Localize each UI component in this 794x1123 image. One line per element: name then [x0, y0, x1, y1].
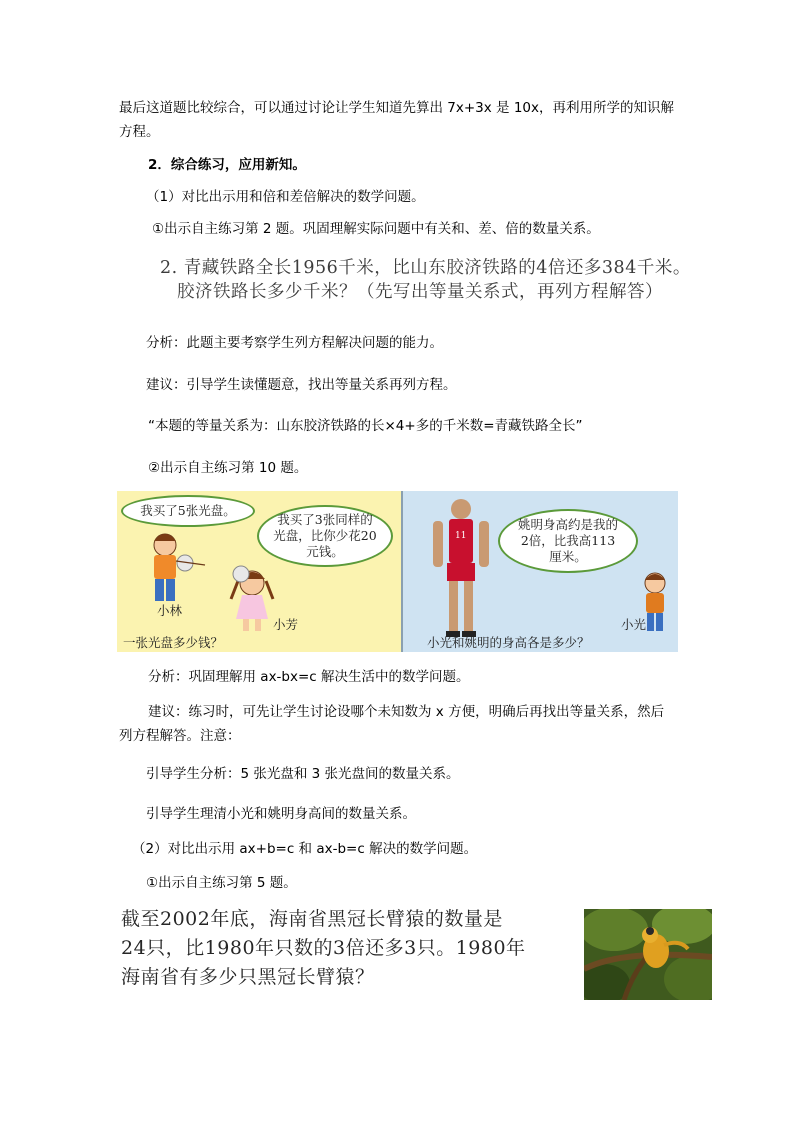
question-caption: 小光和姚明的身高各是多少？: [427, 635, 590, 650]
exercise-label: ②出示自主练习第 10 题。: [148, 460, 308, 476]
subsection-heading: （1）对比出示用和倍和差倍解决的数学问题。: [146, 189, 425, 205]
jersey-number: 11: [455, 531, 467, 541]
exercise-label: ①出示自主练习第 5 题。: [146, 875, 297, 891]
quote-text: “本题的等量关系为：山东胶济铁路的长×4+多的千米数=青藏铁路全长”: [148, 418, 583, 434]
character-name: 小芳: [273, 617, 299, 632]
guidance-text: 引导学生理清小光和姚明身高间的数量关系。: [146, 806, 416, 822]
analysis-text: 分析：此题主要考察学生列方程解决问题的能力。: [146, 335, 443, 351]
paragraph-line: 最后这道题比较综合，可以通过讨论让学生知道先算出 7x+3x 是 10x，再利用所学的知识解: [119, 100, 675, 116]
problem5-line1: 截至2002年底，海南省黑冠长臂猿的数量是: [121, 908, 503, 930]
section-heading: 2．综合练习，应用新知。: [148, 157, 306, 173]
illustration-left-panel: [117, 491, 401, 652]
children-illustration: [117, 491, 401, 652]
problem5-line3: 海南省有多少只黑冠长臂猿？: [121, 966, 375, 988]
analysis-text: 分析：巩固理解用 ax-bx=c 解决生活中的数学问题。: [148, 669, 470, 685]
suggestion-text: 建议：练习时，可先让学生讨论设哪个未知数为 x 方便，明确后再找出等量关系，然后: [148, 704, 665, 720]
gibbon-photo: [584, 909, 712, 1000]
problem2-line2: 胶济铁路长多少千米？（先写出等量关系式，再列方程解答）: [177, 282, 663, 302]
character-name: 小林: [157, 603, 183, 618]
illustration-right-panel: [403, 491, 678, 652]
speech-bubble: 姚明身高约是我的2倍，比我高113厘米。: [498, 509, 638, 573]
suggestion-text: 列方程解答。注意：: [119, 728, 241, 744]
character-name: 小光: [621, 617, 647, 632]
problem5-line2: 24只，比1980年只数的3倍还多3只。1980年: [121, 937, 526, 959]
problem2-line1: 2. 青藏铁路全长1956千米，比山东胶济铁路的4倍还多384千米。: [160, 258, 691, 278]
subsection-heading: （2）对比出示用 ax+b=c 和 ax-b=c 解决的数学问题。: [132, 841, 478, 857]
suggestion-text: 建议：引导学生读懂题意，找出等量关系再列方程。: [146, 377, 457, 393]
speech-bubble: 我买了5张光盘。: [121, 495, 255, 527]
guidance-text: 引导学生分析：5 张光盘和 3 张光盘间的数量关系。: [146, 766, 460, 782]
paragraph-line: 方程。: [119, 124, 160, 140]
exercise-label: ①出示自主练习第 2 题。巩固理解实际问题中有关和、差、倍的数量关系。: [152, 221, 600, 237]
speech-bubble: 我买了3张同样的光盘，比你少花20元钱。: [257, 505, 393, 567]
question-caption: 一张光盘多少钱？: [123, 635, 224, 650]
